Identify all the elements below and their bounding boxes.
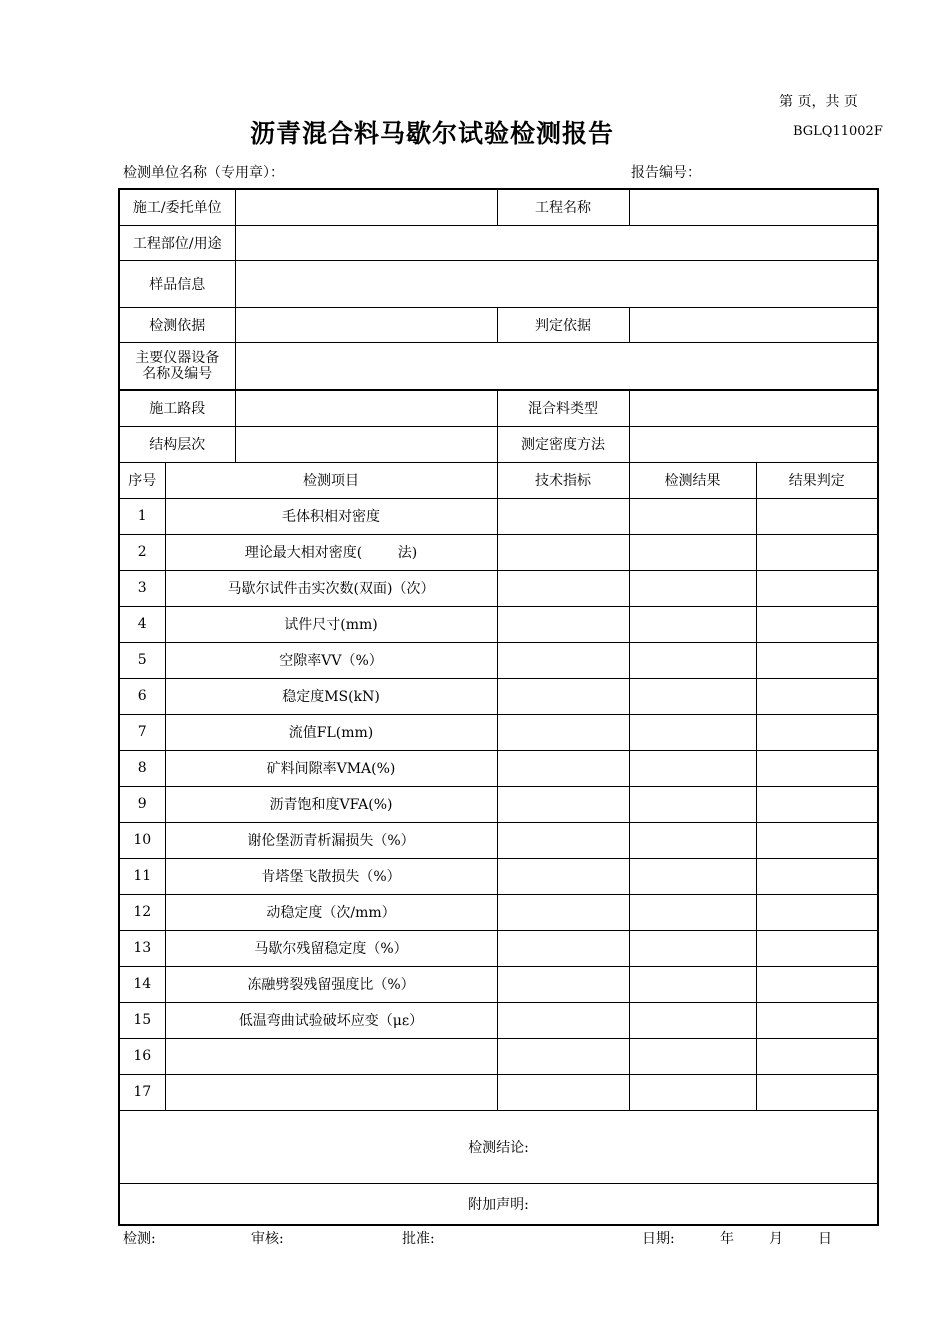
judge-basis-label: 判定依据: [497, 307, 629, 342]
row-judgment[interactable]: [756, 714, 878, 750]
row-judgment[interactable]: [756, 822, 878, 858]
row-judgment[interactable]: [756, 534, 878, 570]
table-row: [119, 894, 878, 930]
row-spec[interactable]: [497, 786, 629, 822]
table-row: [119, 498, 878, 534]
row-spec[interactable]: [497, 1038, 629, 1074]
table-row: [119, 750, 878, 786]
row-judgment[interactable]: [756, 1074, 878, 1110]
table-row: [119, 1038, 878, 1074]
row-result[interactable]: [629, 894, 756, 930]
row-result[interactable]: [629, 570, 756, 606]
row-result[interactable]: [629, 930, 756, 966]
row-judgment[interactable]: [756, 1038, 878, 1074]
report-number-label: 报告编号：: [631, 165, 701, 181]
row-result[interactable]: [629, 1038, 756, 1074]
row-no: 9: [119, 786, 165, 822]
statement-label: 附加声明:: [468, 1196, 529, 1213]
project-name-value[interactable]: [629, 189, 878, 225]
row-no: 3: [119, 570, 165, 606]
row-no: 13: [119, 930, 165, 966]
row-item: 毛体积相对密度: [165, 498, 497, 534]
project-part-value[interactable]: [235, 225, 878, 260]
structure-layer-label: 结构层次: [119, 426, 235, 462]
column-header-result: 检测结果: [629, 462, 756, 498]
column-header-judgment: 结果判定: [756, 462, 878, 498]
row-no: 17: [119, 1074, 165, 1110]
row-judgment[interactable]: [756, 786, 878, 822]
row-no: 7: [119, 714, 165, 750]
row-spec[interactable]: [497, 642, 629, 678]
row-spec[interactable]: [497, 966, 629, 1002]
month-label: 月: [769, 1231, 783, 1247]
day-label: 日: [818, 1231, 832, 1247]
row-item: [165, 1038, 497, 1074]
table-row: [119, 570, 878, 606]
row-item: 稳定度MS(kN): [165, 678, 497, 714]
row-judgment[interactable]: [756, 498, 878, 534]
row-spec[interactable]: [497, 714, 629, 750]
row-item: [165, 1074, 497, 1110]
row-no: 15: [119, 1002, 165, 1038]
approver-label: 批准:: [402, 1231, 435, 1247]
row-no: 10: [119, 822, 165, 858]
test-basis-label: 检测依据: [119, 307, 235, 342]
row-judgment[interactable]: [756, 750, 878, 786]
instrument-label-line1: 主要仪器设备: [135, 349, 220, 366]
test-unit-label: 检测单位名称（专用章）：: [123, 165, 284, 181]
road-section-value[interactable]: [235, 390, 497, 426]
row-item: 冻融劈裂残留强度比（%）: [165, 966, 497, 1002]
row-item: 肯塔堡飞散损失（%）: [165, 858, 497, 894]
table-row: [119, 1002, 878, 1038]
row-item: 空隙率VV（%）: [165, 642, 497, 678]
row-no: 6: [119, 678, 165, 714]
row-result[interactable]: [629, 1002, 756, 1038]
row-result[interactable]: [629, 1074, 756, 1110]
conclusion-cell[interactable]: [119, 1110, 878, 1183]
row-no: 4: [119, 606, 165, 642]
row-result[interactable]: [629, 498, 756, 534]
form-code: BGLQ11002F: [793, 124, 883, 139]
row-spec[interactable]: [497, 606, 629, 642]
table-row: [119, 642, 878, 678]
row-spec[interactable]: [497, 930, 629, 966]
row-item: 矿料间隙率VMA(%): [165, 750, 497, 786]
reviewer-label: 审核:: [251, 1231, 284, 1247]
table-row: [119, 966, 878, 1002]
row-no: 11: [119, 858, 165, 894]
row-item: 马歇尔试件击实次数(双面)（次）: [165, 570, 497, 606]
row-no: 16: [119, 1038, 165, 1074]
row-result[interactable]: [629, 534, 756, 570]
row-item: 试件尺寸(mm): [165, 606, 497, 642]
row-judgment[interactable]: [756, 894, 878, 930]
table-row: [119, 534, 878, 570]
table-row: [119, 606, 878, 642]
row-spec[interactable]: [497, 1002, 629, 1038]
instrument-label: [119, 342, 235, 390]
row-result[interactable]: [629, 822, 756, 858]
row-judgment[interactable]: [756, 1002, 878, 1038]
row-spec[interactable]: [497, 534, 629, 570]
sample-info-value[interactable]: [235, 260, 878, 307]
year-label: 年: [720, 1231, 734, 1247]
row-no: 2: [119, 534, 165, 570]
instrument-value[interactable]: [235, 342, 878, 390]
date-label: 日期:: [642, 1231, 675, 1247]
row-judgment[interactable]: [756, 606, 878, 642]
row-spec[interactable]: [497, 858, 629, 894]
row-spec[interactable]: [497, 750, 629, 786]
row-judgment[interactable]: [756, 570, 878, 606]
page-title: 沥青混合料马歇尔试验检测报告: [250, 119, 615, 148]
statement-cell[interactable]: [119, 1183, 878, 1225]
page-info: 第 页，共 页: [779, 94, 858, 110]
row-result[interactable]: [629, 966, 756, 1002]
test-items: [119, 498, 878, 1110]
row-judgment[interactable]: [756, 930, 878, 966]
column-header-spec: 技术指标: [497, 462, 629, 498]
row-no: 5: [119, 642, 165, 678]
density-method-label: 测定密度方法: [497, 426, 629, 462]
row-no: 1: [119, 498, 165, 534]
row-item: 低温弯曲试验破坏应变（με）: [165, 1002, 497, 1038]
mix-type-label: 混合料类型: [497, 390, 629, 426]
row-item: 流值FL(mm): [165, 714, 497, 750]
row-item: 动稳定度（次/mm）: [165, 894, 497, 930]
row-item: 理论最大相对密度( 法): [165, 534, 497, 570]
row-no: 14: [119, 966, 165, 1002]
mix-type-value[interactable]: [629, 390, 878, 426]
column-header-item: 检测项目: [165, 462, 497, 498]
row-no: 12: [119, 894, 165, 930]
row-result[interactable]: [629, 858, 756, 894]
row-result[interactable]: [629, 642, 756, 678]
row-judgment[interactable]: [756, 966, 878, 1002]
table-row: [119, 714, 878, 750]
tester-label: 检测:: [123, 1231, 156, 1247]
construction-unit-label: 施工/委托单位: [119, 189, 235, 225]
row-spec[interactable]: [497, 498, 629, 534]
row-item: 沥青饱和度VFA(%): [165, 786, 497, 822]
row-spec[interactable]: [497, 1074, 629, 1110]
row-spec[interactable]: [497, 570, 629, 606]
project-name-label: 工程名称: [497, 189, 629, 225]
table-row: [119, 858, 878, 894]
density-method-value[interactable]: [629, 426, 878, 462]
table-row: [119, 678, 878, 714]
road-section-label: 施工路段: [119, 390, 235, 426]
table-row: [119, 930, 878, 966]
row-result[interactable]: [629, 606, 756, 642]
row-spec[interactable]: [497, 894, 629, 930]
column-header-no: 序号: [119, 462, 165, 498]
row-no: 8: [119, 750, 165, 786]
row-judgment[interactable]: [756, 678, 878, 714]
row-item: 马歇尔残留稳定度（%）: [165, 930, 497, 966]
row-judgment[interactable]: [756, 858, 878, 894]
row-spec[interactable]: [497, 678, 629, 714]
construction-unit-value[interactable]: [235, 189, 497, 225]
conclusion-label: 检测结论:: [468, 1139, 529, 1156]
row-judgment[interactable]: [756, 642, 878, 678]
project-part-label: 工程部位/用途: [119, 225, 235, 260]
row-result[interactable]: [629, 678, 756, 714]
row-result[interactable]: [629, 714, 756, 750]
report-table: [118, 188, 879, 1226]
instrument-label-line2: 名称及编号: [142, 365, 213, 382]
sample-info-label: 样品信息: [119, 260, 235, 307]
row-item: 谢伦堡沥青析漏损失（%）: [165, 822, 497, 858]
table-row: [119, 786, 878, 822]
row-spec[interactable]: [497, 822, 629, 858]
row-result[interactable]: [629, 786, 756, 822]
test-basis-value[interactable]: [235, 307, 497, 342]
structure-layer-value[interactable]: [235, 426, 497, 462]
table-row: [119, 822, 878, 858]
row-result[interactable]: [629, 750, 756, 786]
judge-basis-value[interactable]: [629, 307, 878, 342]
table-row: [119, 1074, 878, 1110]
